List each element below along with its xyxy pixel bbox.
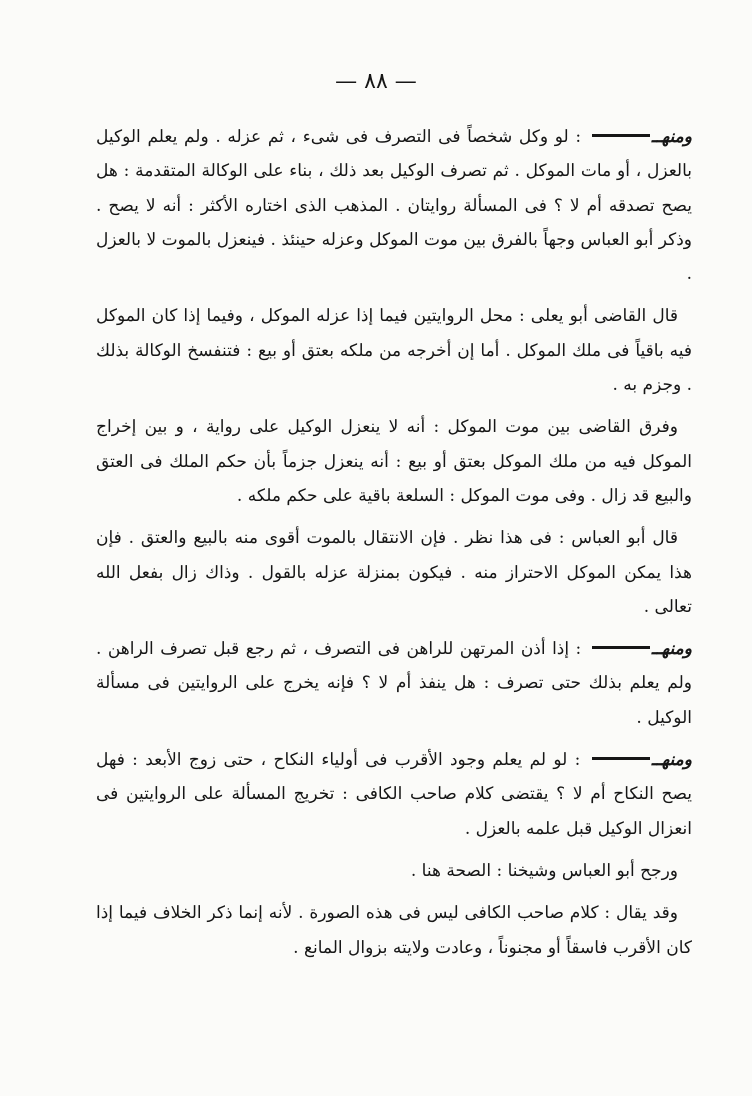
paragraph-4 <box>96 521 692 624</box>
paragraph-text: وفرق القاضى بين موت الموكل : أنه لا ينعزل الوكيل على رواية ، و بين إخراج الموكل فيه من ملك الموكل بعتق أو بيع : أنه ينعزل جزماً بأن حكم الملك فى العتق والبيع قد زال . وفى موت الموكل : السلعة باقية على حكم ملكه . <box>96 417 692 506</box>
section-lead: ومنهــ <box>651 127 692 147</box>
body-text <box>96 120 692 973</box>
page-number: — ٨٨ — <box>335 69 417 94</box>
paragraph-text: وقد يقال : كلام صاحب الكافى ليس فى هذه الصورة . لأنه إنما ذكر الخلاف فيما إذا كان الأقرب فاسقاً أو مجنوناً ، وعادت ولايته بزوال المانع . <box>96 903 692 958</box>
section-lead: ومنهــ <box>651 639 692 660</box>
paragraph-text: قال أبو العباس : فى هذا نظر . فإن الانتقال بالموت أقوى منه بالبيع والعتق . فإن هذا يمكن الموكل الاحتراز منه . فيكون بمنزلة عزله بالقول . وذاك زال بفعل الله تعالى . <box>96 528 692 617</box>
paragraph-text: قال القاضى أبو يعلى : محل الروايتين فيما إذا عزله الموكل ، وفيما إذا كان الموكل فيه باقياً فى ملك الموكل . أما إن أخرجه من ملكه بعتق أو بيع : فتنفسخ الوكالة بذلك . وجزم به . <box>96 306 692 396</box>
paragraph-1 <box>96 120 692 291</box>
paragraph-text: : لو وكل شخصاً فى التصرف فى شىء ، ثم عزله . ولم يعلم الوكيل بالعزل ، أو مات الموكل . ثم تصرف الوكيل بعد ذلك ، بناء على الوكالة المتقدمة : هل يصح تصدقه أم لا ؟ فى المسألة روايتان . المذهب الذى اختاره الأكثر : أنه لا يصح . وذكر أبو العباس وجهاً بالفرق بين موت الموكل وعزله حينئذ . فينعزل بالموت لا بالعزل . <box>96 127 692 285</box>
paragraph-3 <box>96 410 692 513</box>
paragraph-text: : إذا أذن المرتهن للراهن فى التصرف ، ثم رجع قبل تصرف الراهن . ولم يعلم بذلك حتى تصرف : هل ينفذ أم لا ؟ فإنه يخرج على الروايتين فى مسألة الوكيل . <box>96 639 692 728</box>
lead-stroke <box>592 757 650 760</box>
paragraph-6 <box>96 743 692 846</box>
paragraph-text: ورجح أبو العباس وشيخنا : الصحة هنا . <box>410 860 678 881</box>
lead-stroke <box>592 646 650 649</box>
paragraph-2 <box>96 299 692 402</box>
paragraph-text: : لو لم يعلم وجود الأقرب فى أولياء النكاح ، حتى زوج الأبعد : فهل يصح النكاح أم لا ؟ يقتضى كلام صاحب الكافى : تخريج المسألة على الروايتين فى انعزال الوكيل قبل علمه بالعزل . <box>96 750 692 839</box>
paragraph-5 <box>96 632 692 735</box>
section-lead: ومنهــ <box>651 750 692 771</box>
lead-stroke <box>592 134 650 137</box>
paragraph-7 <box>96 854 692 888</box>
paragraph-8 <box>96 896 692 965</box>
